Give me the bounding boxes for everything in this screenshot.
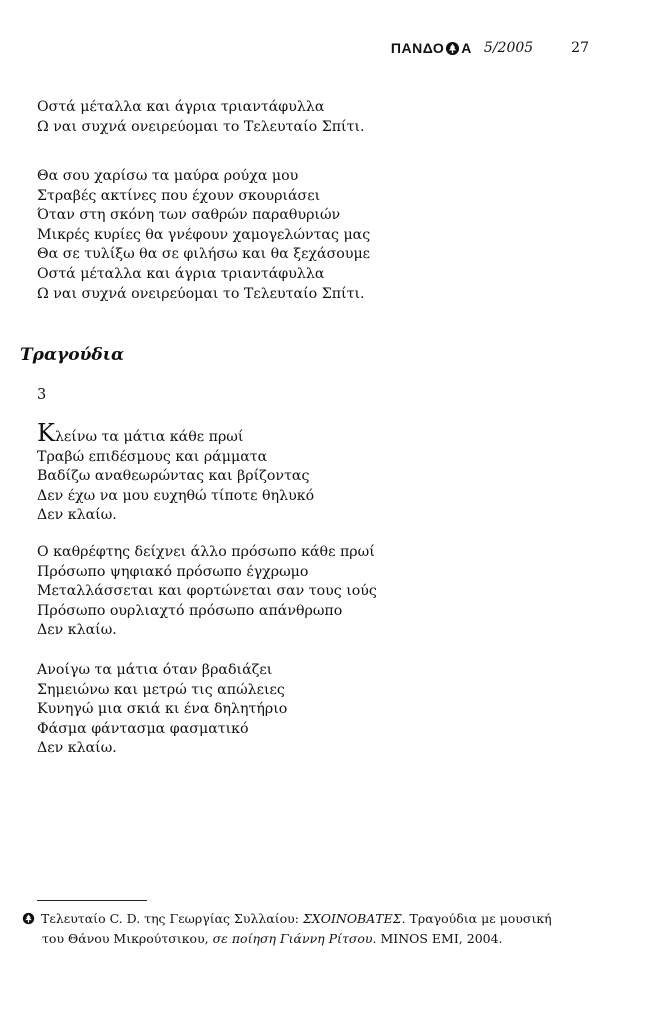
verse-line: Τραβώ επιδέσμους και ράμματα <box>37 448 268 465</box>
verse-line-rest: λείνω τα μάτια κάθε πρωί <box>54 429 244 445</box>
verse-line: Φάσμα φάντασμα φασματικό <box>37 720 249 737</box>
verse-line: Ανοίγω τα μάτια όταν βραδιάζει <box>37 662 273 678</box>
verse-line: Όταν στη σκόνη των σαθρών παραθυριών <box>37 207 341 224</box>
verse-line: Σημειώνω και μετρώ τις απώλειες <box>37 681 285 698</box>
verse-line: Δεν κλαίω. <box>37 740 117 757</box>
verse-line: Δεν κλαίω. <box>37 622 117 639</box>
verse-line: Δεν έχω να μου ευχηθώ τίποτε θηλυκό <box>37 487 315 504</box>
journal-name-prefix: ΠΑΝΔΟ <box>390 40 445 56</box>
verse-line: Ω ναι συχνά ονειρεύομαι το Τελευταίο Σπίτι. <box>37 285 365 302</box>
verse-line: Οστά μέταλλα και άγρια τριαντάφυλλα <box>37 99 325 115</box>
drop-cap: Κ <box>37 419 55 447</box>
verse-line: Βαδίζω αναθεωρώντας και βρίζοντας <box>37 468 310 485</box>
album-title: ΣΧΟΙΝΟΒΑΤΕΣ <box>302 911 402 926</box>
footnote-line-1 <box>22 909 592 929</box>
verse-line: Οστά μέταλλα και άγρια τριαντάφυλλα <box>37 265 325 282</box>
footnote-text: Τελευταίο C. D. της Γεωργίας Συλλαίου: <box>41 911 303 926</box>
journal-logo <box>391 40 472 56</box>
verse-line: Μικρές κυρίες θα γνέφουν χαμογελώντας μας <box>37 226 371 243</box>
verse-line: Στραβές ακτίνες που έχουν σκουριάσει <box>37 187 321 204</box>
verse-line: Πρόσωπο ψηφιακό πρόσωπο έγχρωμο <box>37 563 309 580</box>
footnote-text: . MINOS EMI, 2004. <box>372 931 503 946</box>
stanza-top-2 <box>37 167 370 304</box>
poem-stanza-2 <box>37 543 377 641</box>
footnote-line-2 <box>22 929 592 949</box>
verse-line: Ο καθρέφτης δείχνει άλλο πρόσωπο κάθε πρωί <box>37 544 375 560</box>
verse-line: Θα σε τυλίξω θα σε φιλήσω και θα ξεχάσουμε <box>37 246 371 263</box>
verse-line: Μεταλλάσσεται και φορτώνεται σαν τους ιούς <box>37 583 377 600</box>
pandora-tree-icon <box>445 41 460 56</box>
verse-line: Πρόσωπο ουρλιαχτό πρόσωπο απάνθρωπο <box>37 602 343 619</box>
verse-line: Δεν κλαίω. <box>37 507 117 524</box>
verse-line: Κυνηγώ μια σκιά κι ένα δηλητήριο <box>37 701 288 718</box>
footnote-text: του Θάνου Μικρούτσικου, <box>42 931 213 946</box>
footnote-rule <box>37 900 147 901</box>
verse-line-first <box>37 419 314 448</box>
page-number: 27 <box>571 40 589 56</box>
journal-name-suffix: Α <box>461 40 472 56</box>
footnote <box>22 909 592 949</box>
stanza-top-1 <box>37 98 365 137</box>
page-header <box>330 40 589 56</box>
verse-line: Ω ναι συχνά ονειρεύομαι το Τελευταίο Σπίτι. <box>37 118 365 135</box>
pandora-tree-icon <box>22 912 35 925</box>
poetry-credit: σε ποίηση Γιάννη Ρίτσου <box>212 931 373 946</box>
poem-stanza-3 <box>37 661 287 759</box>
poem-number: 3 <box>37 387 47 403</box>
issue-number: 5/2005 <box>483 40 534 56</box>
poem-stanza-1 <box>37 419 315 526</box>
footnote-text: . Τραγούδια με μουσική <box>401 911 552 926</box>
section-title: Τραγούδια <box>20 345 125 365</box>
verse-line: Θα σου χαρίσω τα μαύρα ρούχα μου <box>37 168 299 184</box>
